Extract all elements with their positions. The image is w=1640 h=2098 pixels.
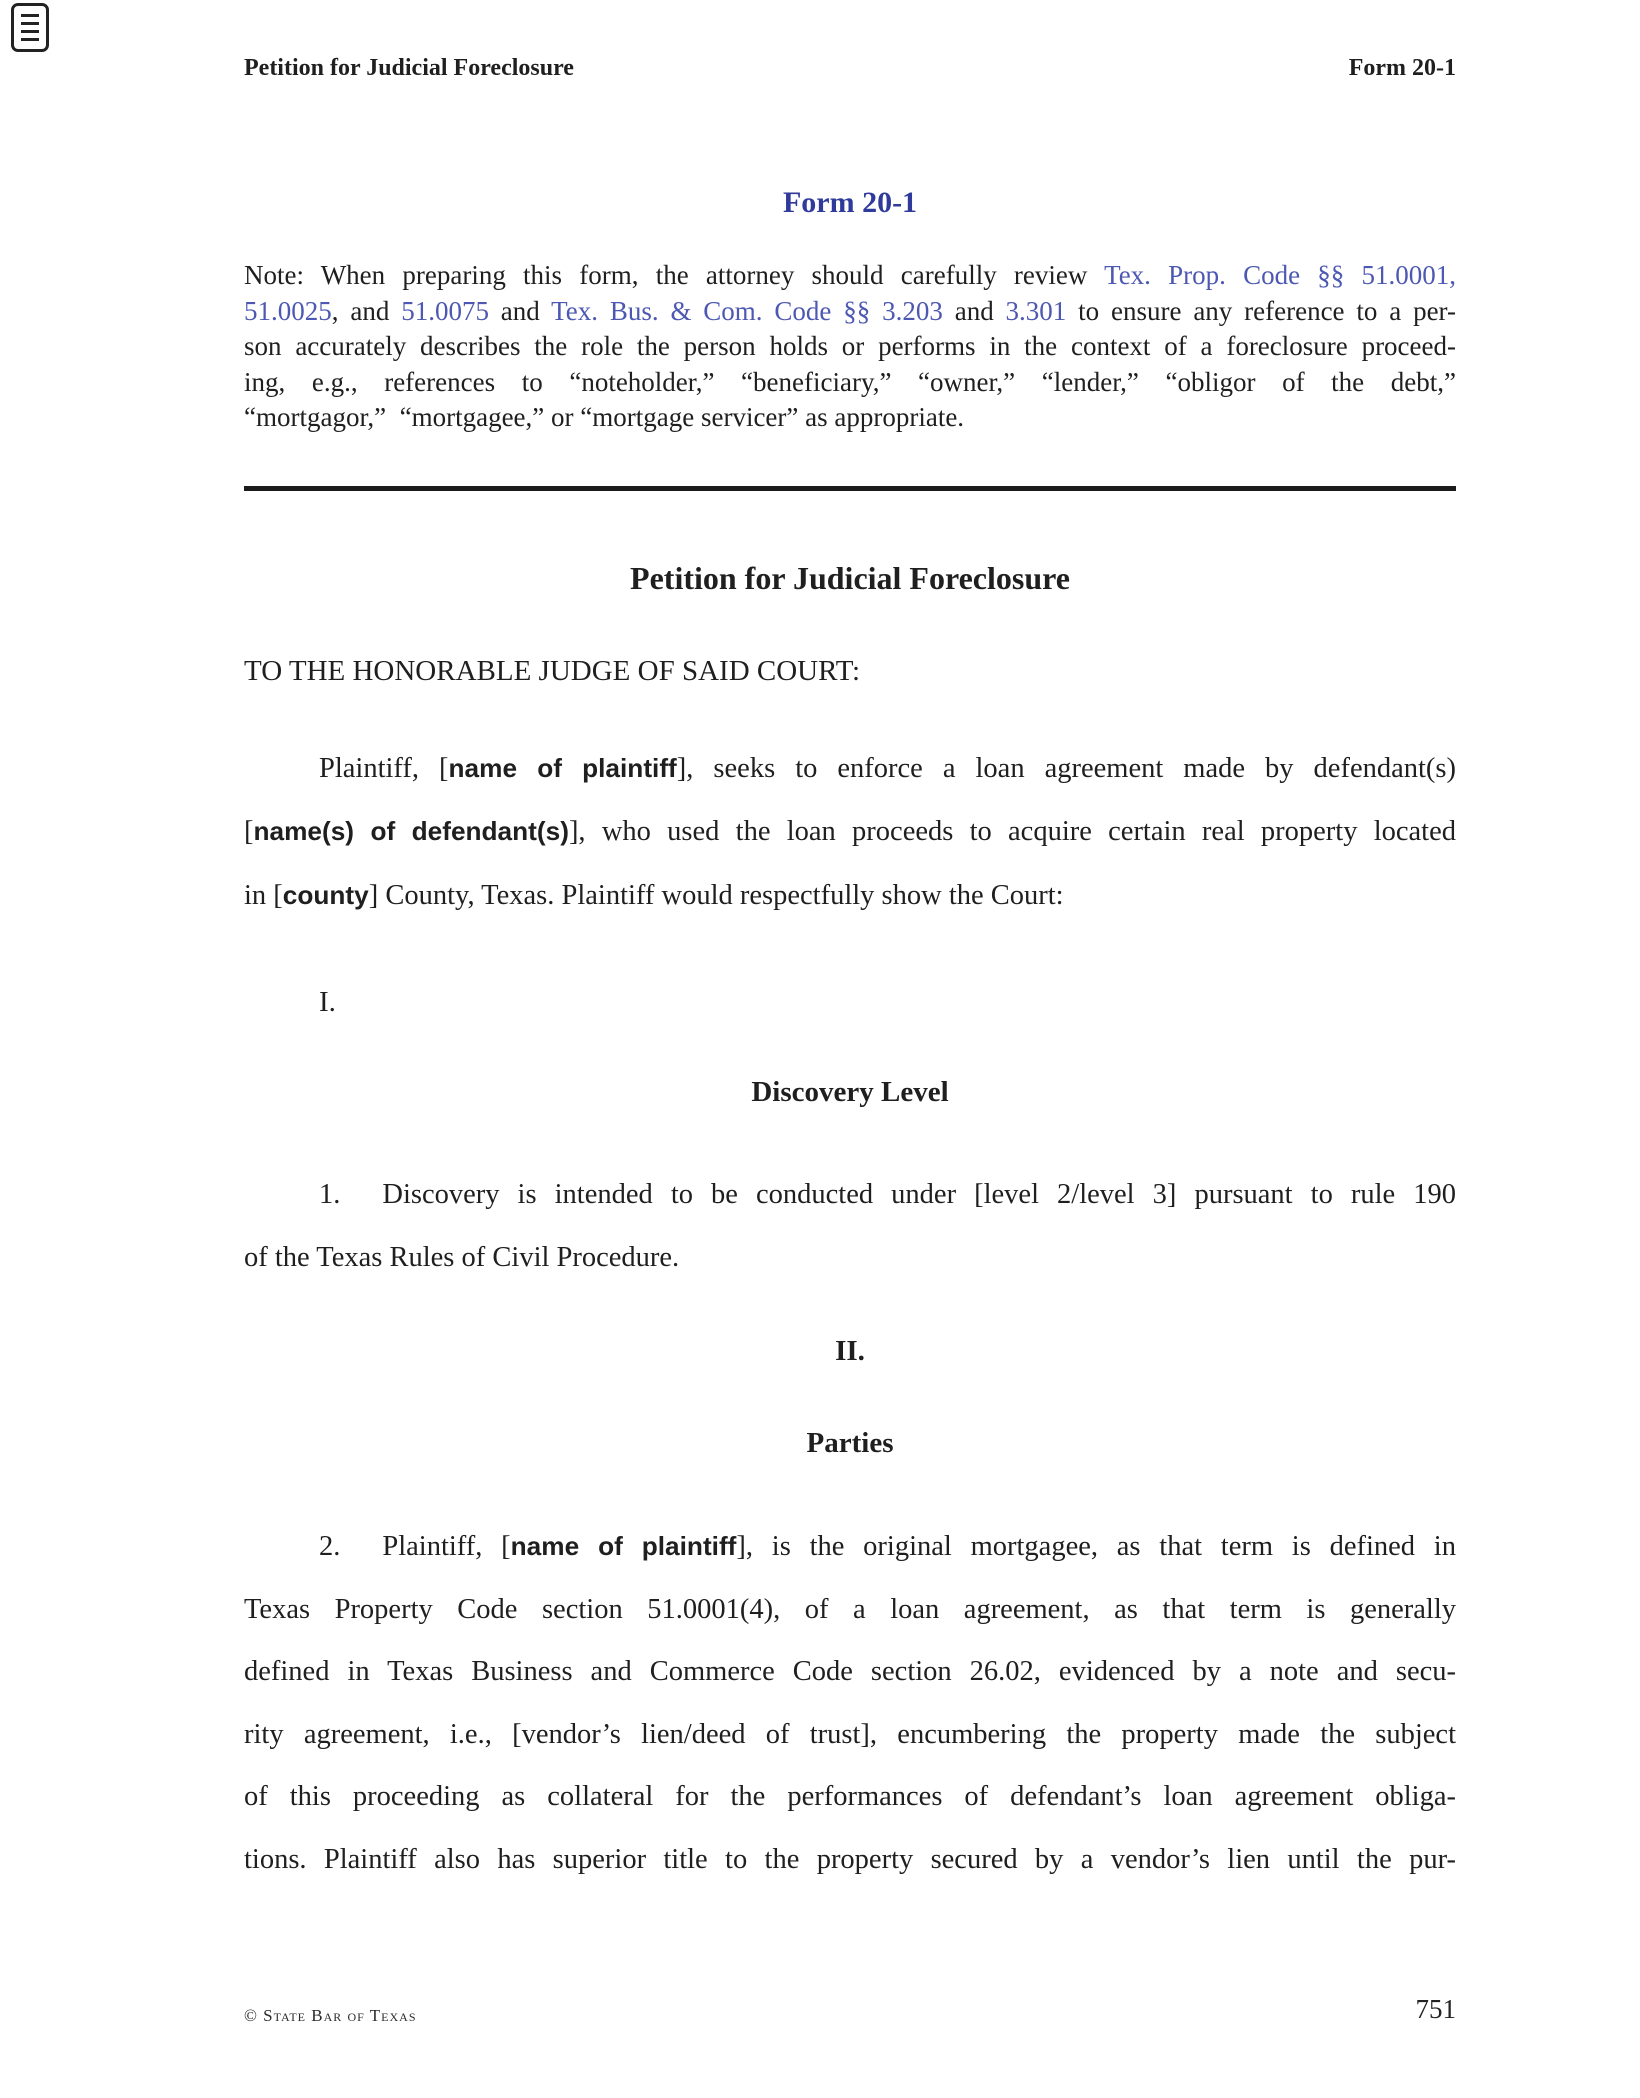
paragraph-line <box>244 737 1456 801</box>
text-segment: [ <box>244 816 254 847</box>
text-segment: Discovery is intended to be conducted under [level 2/level 3] pursuant to rule 190 <box>382 1179 1456 1210</box>
text-segment: rity agreement, i.e., [vendor’s lien/deed of trust], encumbering the property made the subject <box>244 1718 1456 1750</box>
text-segment: ] County, Texas. Plaintiff would respectfully show the Court: <box>368 879 1064 911</box>
intro-paragraph <box>244 737 1456 928</box>
text-segment: Plaintiff, [ <box>382 1531 511 1562</box>
text-segment: to ensure any reference to a per- <box>1066 295 1456 326</box>
text-segment: defined in Texas Business and Commerce Code section 26.02, evidenced by a note and secu- <box>244 1656 1456 1687</box>
text-segment: son accurately describes the role the person holds or performs in the context of a foreclosure proceed- <box>244 331 1456 361</box>
statute-link[interactable]: 51.0025 <box>244 295 332 326</box>
statute-link[interactable]: 51.0075 <box>401 295 489 326</box>
page-number: 751 <box>1415 1994 1456 2024</box>
paragraph-line <box>244 1579 1456 1642</box>
paragraph-line <box>244 1164 1456 1227</box>
text-segment: tions. Plaintiff also has superior title to the property secured by a vendor’s lien until the pur- <box>244 1843 1456 1875</box>
note-line <box>244 329 1456 365</box>
text-segment: Note: When preparing this form, the attorney should carefully review <box>244 260 1105 290</box>
icon-bar <box>21 30 39 33</box>
text-segment: and <box>942 295 1006 326</box>
document-lines-icon[interactable] <box>11 3 49 52</box>
running-header-form-number: Form 20-1 <box>1348 55 1456 81</box>
icon-bar <box>21 38 39 41</box>
statute-link[interactable]: 3.301 <box>1005 295 1067 326</box>
paragraph-line <box>244 864 1456 928</box>
statute-link[interactable]: Tex. Bus. & Com. Code §§ 3.203 <box>551 295 943 326</box>
note-line <box>244 400 1456 436</box>
statute-link[interactable]: Tex. Prop. Code §§ 51.0001, <box>1104 260 1457 290</box>
text-segment: ], is the original mortgagee, as that term is defined in <box>736 1531 1456 1562</box>
placeholder-text: name of plaintiff <box>510 1531 737 1561</box>
section-numeral-2: II. <box>835 1335 865 1367</box>
paragraph-line <box>244 1641 1456 1704</box>
icon-bar <box>21 14 39 17</box>
note-line <box>244 365 1456 401</box>
running-header-title: Petition for Judicial Foreclosure <box>244 55 574 81</box>
text-segment: of this proceeding as collateral for the performances of defendant’s loan agreement obliga- <box>244 1781 1456 1812</box>
text-segment: ], seeks to enforce a loan agreement made by defendant(s) <box>676 752 1456 784</box>
note-line <box>244 258 1456 294</box>
text-segment: Plaintiff, [ <box>319 752 449 784</box>
paragraph-line <box>244 1227 1456 1290</box>
text-segment: ], who used the loan proceeds to acquire certain real property located <box>568 816 1456 847</box>
text-segment: , and <box>331 295 402 326</box>
section-numeral-1: I. <box>319 986 336 1018</box>
copyright-notice: © State Bar of Texas <box>244 2006 417 2025</box>
text-segment: and <box>488 295 552 326</box>
note-line <box>244 294 1456 330</box>
paragraph-1 <box>244 1164 1456 1289</box>
section-heading-parties: Parties <box>806 1427 894 1459</box>
paragraph-line <box>244 1704 1456 1767</box>
text-segment: Texas Property Code section 51.0001(4), of a loan agreement, as that term is generally <box>244 1593 1456 1625</box>
text-segment: in [ <box>244 879 283 911</box>
text-segment: 2. <box>319 1531 341 1562</box>
text-segment: 1. <box>319 1179 341 1210</box>
paragraph-2 <box>244 1515 1456 1891</box>
section-heading-discovery-level: Discovery Level <box>751 1076 949 1108</box>
placeholder-text: county <box>282 879 369 910</box>
paragraph-line <box>244 1829 1456 1892</box>
text-segment: ing, e.g., references to “noteholder,” “beneficiary,” “owner,” “lender,” “obligor of the debt,” <box>244 366 1456 397</box>
icon-bar <box>21 22 39 25</box>
placeholder-text: name of plaintiff <box>448 752 677 783</box>
form-number-heading: Form 20-1 <box>782 186 918 219</box>
text-segment: of the Texas Rules of Civil Procedure. <box>244 1241 680 1273</box>
paragraph-line <box>244 1766 1456 1829</box>
horizontal-divider <box>244 486 1456 491</box>
text-segment: “mortgagor,” “mortgagee,” or “mortgage servicer” as appropriate. <box>244 402 965 432</box>
placeholder-text: name(s) of defendant(s) <box>253 816 569 846</box>
paragraph-line <box>244 800 1456 864</box>
court-salutation: TO THE HONORABLE JUDGE OF SAID COURT: <box>244 654 861 687</box>
attorney-note <box>244 258 1456 436</box>
running-header <box>244 0 1456 84</box>
page-title: Petition for Judicial Foreclosure <box>630 559 1070 596</box>
paragraph-line <box>244 1515 1456 1579</box>
